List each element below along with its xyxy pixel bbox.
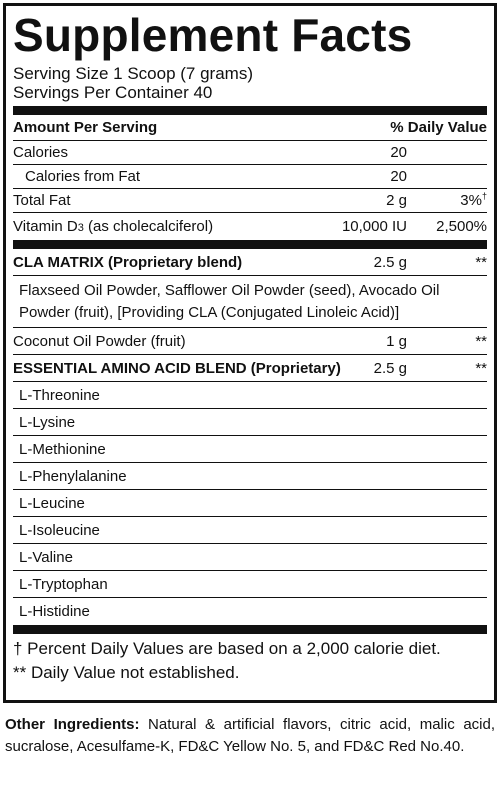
total-fat-dv [460, 189, 487, 213]
list-item [13, 463, 487, 490]
list-item [13, 598, 487, 625]
vitamin-d-dv: 2,500% [436, 218, 487, 235]
serving-size: Serving Size 1 Scoop (7 grams) [13, 64, 253, 83]
list-item [13, 382, 487, 409]
vitamin-d-name: Vitamin D [13, 218, 78, 235]
list-item [13, 517, 487, 544]
cla-matrix-label: CLA MATRIX (Proprietary blend) [13, 254, 243, 271]
panel-title: Supplement Facts [13, 9, 413, 61]
total-fat-label: Total Fat [13, 192, 71, 209]
amino-blend-label: ESSENTIAL AMINO ACID BLEND (Proprietary) [13, 360, 341, 377]
footnote-percent-dv: † Percent Daily Values are based on a 2,000 calorie diet. [13, 639, 441, 658]
footnote-not-established: ** Daily Value not established. [13, 663, 240, 682]
vitamin-d-label [13, 213, 213, 242]
other-ingredients-label: Other Ingredients: [5, 716, 140, 733]
total-fat-row [13, 189, 487, 213]
list-item [13, 436, 487, 463]
servings-per-container: Servings Per Container 40 [13, 83, 213, 102]
total-fat-amount: 2 g [386, 192, 407, 209]
list-item [13, 544, 487, 571]
daily-value-heading: % Daily Value [390, 119, 487, 136]
thick-divider-3 [13, 625, 487, 634]
amino-blend-amount: 2.5 g [373, 360, 407, 377]
amino-acid-name: L-Leucine [19, 495, 85, 512]
calories-amount: 20 [390, 144, 407, 161]
list-item [13, 490, 487, 517]
total-fat-dv-value: 3% [460, 192, 482, 209]
vitamin-d-row [13, 213, 487, 240]
cla-matrix-row [13, 249, 487, 276]
amino-acid-name: L-Lysine [19, 414, 76, 431]
amino-acid-name: L-Tryptophan [19, 576, 108, 593]
amino-acid-name: L-Phenylalanine [19, 468, 127, 485]
table-header-row [13, 115, 487, 141]
amino-blend-row [13, 355, 487, 382]
cla-matrix-amount: 2.5 g [373, 254, 407, 271]
cla-matrix-dv: ** [475, 254, 487, 271]
list-item [13, 409, 487, 436]
calories-from-fat-label: Calories from Fat [25, 168, 141, 185]
calories-row [13, 141, 487, 165]
calories-label: Calories [13, 144, 69, 161]
calories-from-fat-row [13, 165, 487, 189]
list-item [13, 571, 487, 598]
other-ingredients-text: Natural & artificial flavors, citric acid, malic acid, sucralose, Acesulfame-K, FD&C Yellow No. 5, and FD&C Red No.40. [5, 716, 496, 755]
amino-acid-name: L-Histidine [19, 603, 90, 620]
vitamin-d-subscript: 3 [77, 222, 84, 234]
amino-acid-name: L-Methionine [19, 441, 106, 458]
amino-acid-name: L-Threonine [19, 387, 100, 404]
vitamin-d-amount: 10,000 IU [341, 218, 407, 235]
cla-matrix-ingredients: Flaxseed Oil Powder, Safflower Oil Powder (seed), Avocado Oil Powder (fruit), [Providing CLA (Conjugated Linoleic Acid)] [13, 276, 487, 328]
amount-per-serving-heading: Amount Per Serving [13, 119, 158, 136]
calories-from-fat-amount: 20 [390, 168, 407, 185]
coconut-oil-row [13, 328, 487, 355]
other-ingredients [5, 714, 495, 758]
coconut-oil-label: Coconut Oil Powder (fruit) [13, 333, 186, 350]
amino-acid-name: L-Isoleucine [19, 522, 100, 539]
supplement-facts-panel [3, 3, 497, 703]
thick-divider [13, 106, 487, 115]
coconut-oil-dv: ** [475, 333, 487, 350]
amino-blend-dv: ** [475, 360, 487, 377]
amino-acid-name: L-Valine [19, 549, 73, 566]
dagger-mark: † [481, 191, 487, 201]
vitamin-d-form: (as cholecalciferol) [83, 218, 214, 235]
coconut-oil-amount: 1 g [386, 333, 407, 350]
